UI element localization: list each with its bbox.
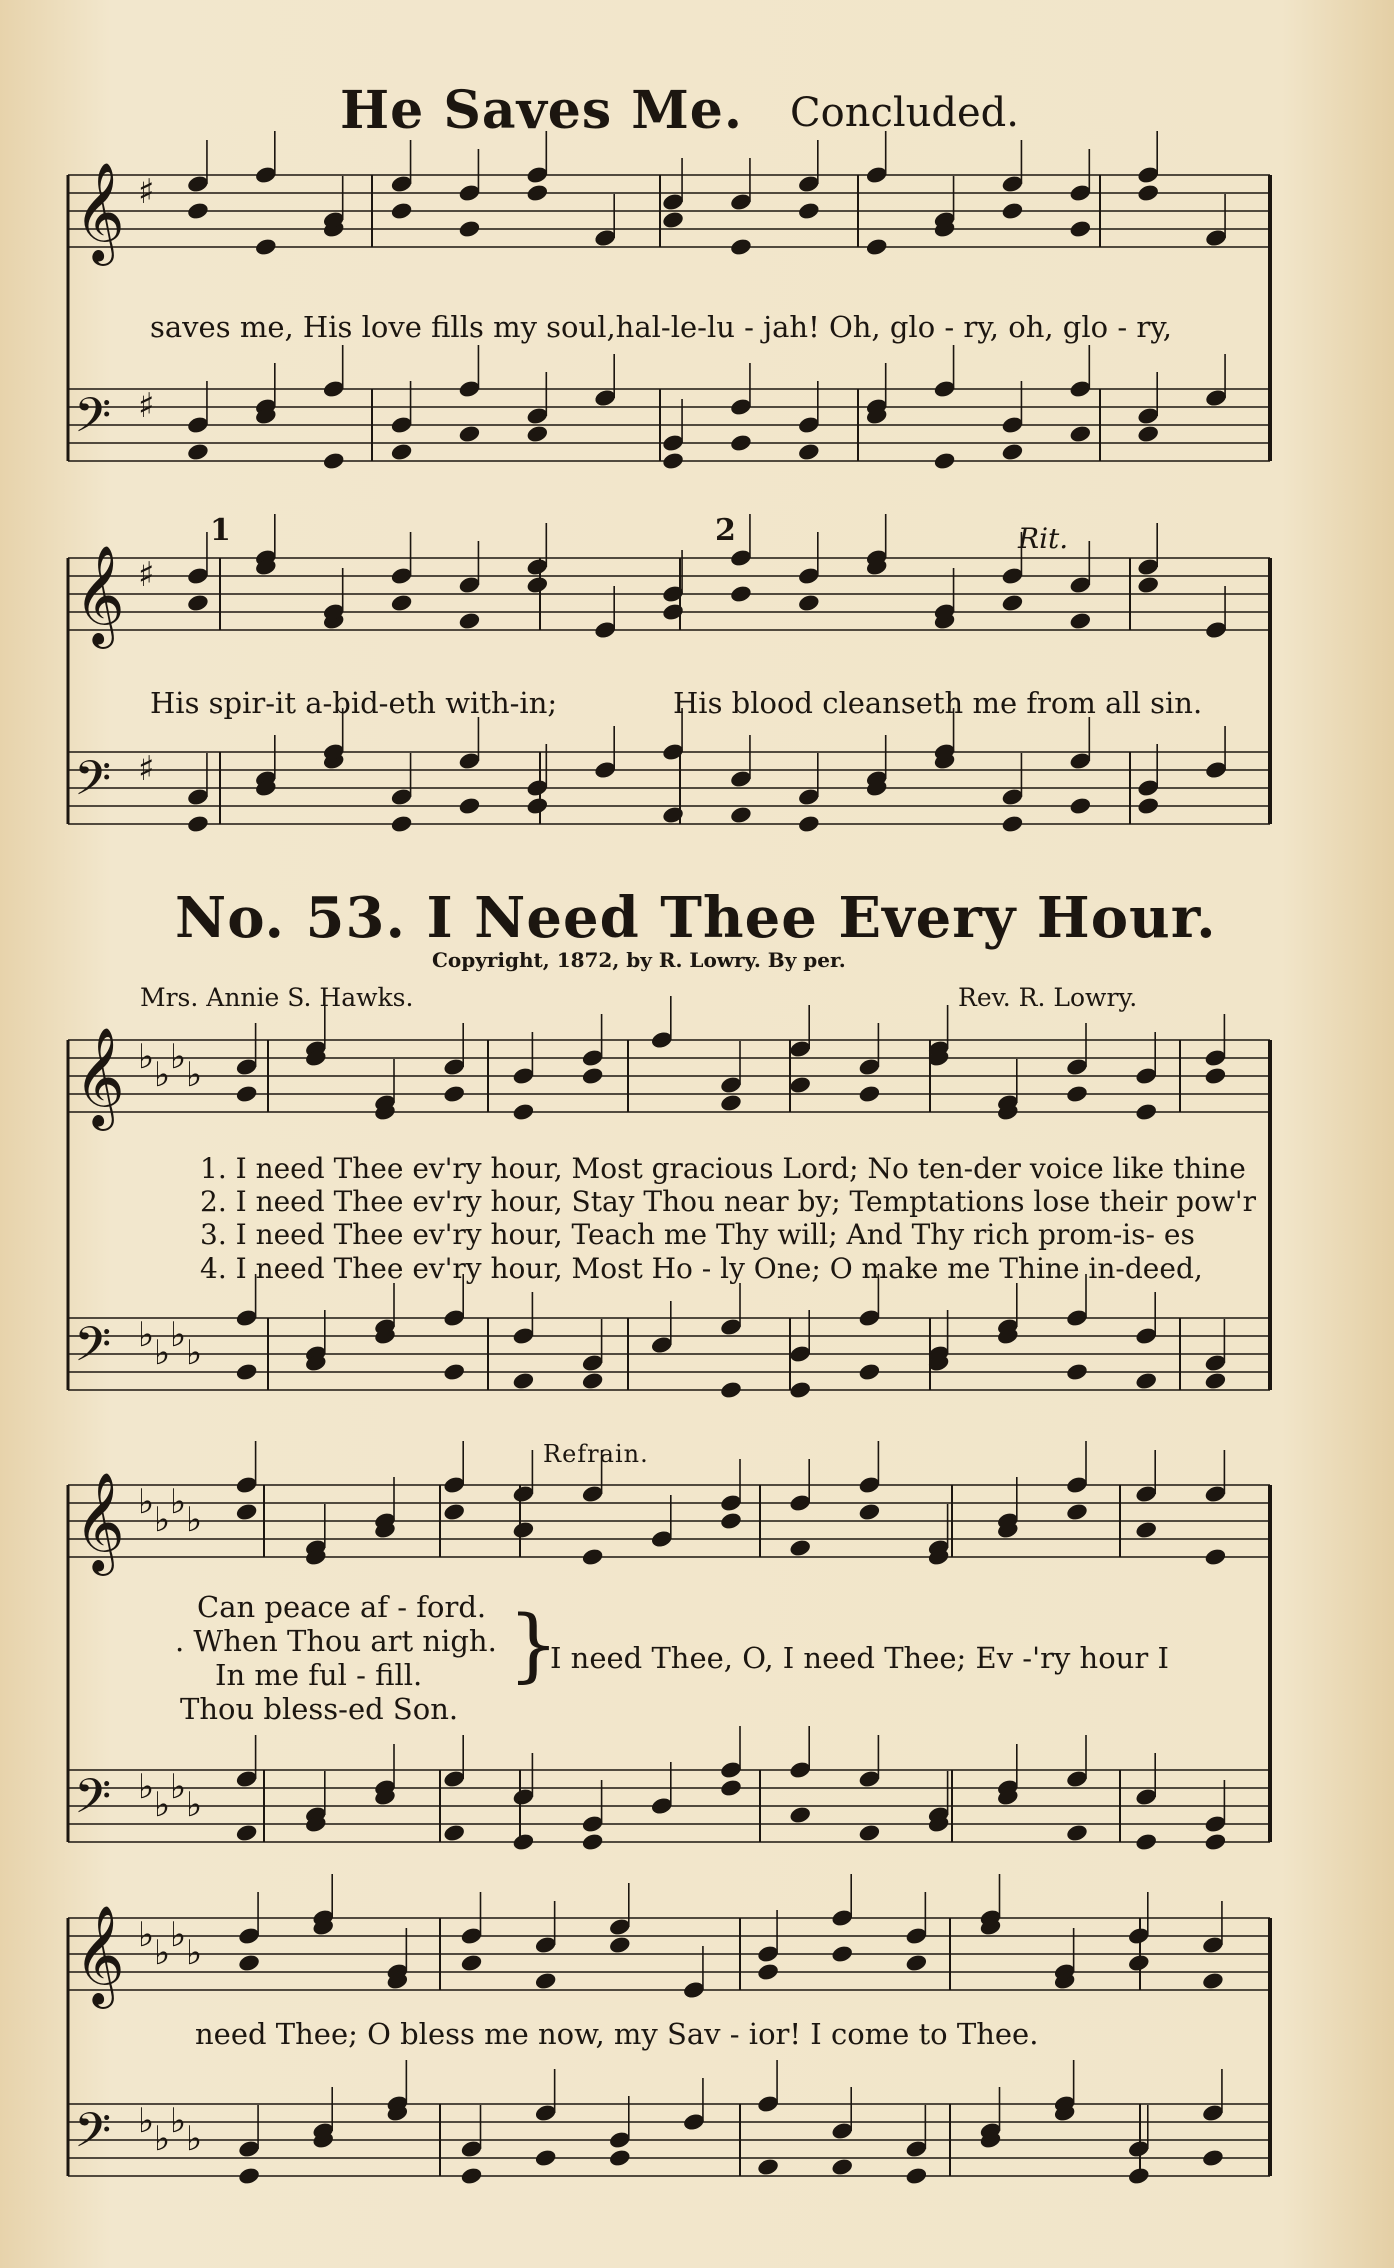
note-head — [830, 1944, 854, 1964]
note-head — [526, 183, 550, 203]
note-head — [608, 1935, 632, 1955]
refrain-lyrics: I need Thee, O, I need Thee; Ev -'ry hour I — [550, 1641, 1169, 1675]
note-head — [756, 1962, 780, 1982]
note-head — [390, 814, 414, 834]
note-head — [186, 442, 210, 462]
note-head — [322, 451, 346, 471]
verse-ending: . When Thou art nigh. — [175, 1624, 497, 1658]
key-signature: ♭ — [186, 1785, 203, 1825]
note-head — [905, 2166, 929, 2186]
note-head — [756, 2157, 780, 2177]
note-head — [1134, 1371, 1158, 1391]
clef: 𝄞 — [74, 1905, 125, 2005]
composer-credit: Rev. R. Lowry. — [958, 983, 1138, 1012]
note-head — [526, 424, 550, 444]
note-head — [186, 814, 210, 834]
note-head — [797, 814, 821, 834]
key-signature: ♭ — [170, 1037, 187, 1077]
note-head — [186, 201, 210, 221]
note-head — [719, 1511, 743, 1531]
note-head — [581, 1547, 605, 1567]
note-head — [235, 1084, 259, 1104]
key-signature: ♯ — [138, 749, 155, 789]
note-head — [661, 805, 685, 825]
note-head — [390, 593, 414, 613]
key-signature: ♭ — [138, 1037, 155, 1077]
note-head — [442, 1502, 466, 1522]
note-head — [830, 2157, 854, 2177]
note-head — [1069, 219, 1093, 239]
note-head — [237, 1953, 261, 1973]
note-head — [460, 1953, 484, 1973]
note-head — [1001, 593, 1025, 613]
note-head — [1204, 1832, 1228, 1852]
key-signature: ♭ — [138, 2101, 155, 2141]
note-head — [1201, 2148, 1225, 2168]
note-head — [1065, 1502, 1089, 1522]
note-head — [512, 1371, 536, 1391]
clef: 𝄢 — [74, 2102, 112, 2170]
note-head — [729, 805, 753, 825]
key-signature: ♭ — [154, 2119, 171, 2159]
note-head — [905, 1953, 929, 1973]
note-head — [788, 1075, 812, 1095]
key-signature: ♭ — [138, 1482, 155, 1522]
note-head — [719, 1380, 743, 1400]
note-head — [442, 1823, 466, 1843]
key-signature: ♭ — [170, 1915, 187, 1955]
verse-ending: Can peace af - ford. — [197, 1590, 487, 1624]
clef: 𝄢 — [74, 1768, 112, 1836]
note-head — [237, 2166, 261, 2186]
key-signature: ♭ — [154, 1500, 171, 1540]
note-head — [512, 1832, 536, 1852]
note-head — [788, 1538, 812, 1558]
note-head — [458, 424, 482, 444]
key-signature: ♭ — [154, 1333, 171, 1373]
note-head — [526, 796, 550, 816]
note-head — [1136, 424, 1160, 444]
second-ending-label: 2 — [715, 513, 736, 548]
note-head — [1065, 1823, 1089, 1843]
key-signature: ♭ — [154, 1785, 171, 1825]
note-head — [661, 451, 685, 471]
note-head — [1136, 183, 1160, 203]
note-head — [512, 1102, 536, 1122]
key-signature: ♭ — [138, 1767, 155, 1807]
verse-line: 1. I need Thee ev'ry hour, Most gracious Lord; No ten-der voice like thine — [200, 1152, 1246, 1185]
note-head — [719, 1778, 743, 1798]
note-head — [390, 201, 414, 221]
note-head — [581, 1832, 605, 1852]
note-head — [858, 1362, 882, 1382]
note-head — [1127, 2166, 1151, 2186]
note-head — [581, 1066, 605, 1086]
key-signature: ♭ — [138, 1315, 155, 1355]
note-head — [1204, 1547, 1228, 1567]
key-signature: ♭ — [170, 1315, 187, 1355]
note-head — [1069, 424, 1093, 444]
note-head — [1069, 611, 1093, 631]
note-head — [797, 201, 821, 221]
note-head — [460, 2166, 484, 2186]
note-head — [719, 1093, 743, 1113]
note-head — [235, 1502, 259, 1522]
lyrics-line: His blood cleanseth me from all sin. — [673, 686, 1203, 720]
clef: 𝄢 — [74, 1316, 112, 1384]
note-head — [581, 1371, 605, 1391]
key-signature: ♭ — [186, 1333, 203, 1373]
note-head — [512, 1520, 536, 1540]
key-signature: ♭ — [186, 2119, 203, 2159]
song-subtitle: Concluded. — [790, 90, 1020, 136]
key-signature: ♭ — [154, 1055, 171, 1095]
hymn-number-title: No. 53. I Need Thee Every Hour. — [175, 885, 1217, 951]
note-head — [1136, 796, 1160, 816]
note-head — [1134, 1102, 1158, 1122]
note-head — [729, 584, 753, 604]
note-head — [858, 1502, 882, 1522]
lyrics-line: His spir-it a-bid-eth with-in; — [150, 686, 558, 720]
note-head — [442, 1362, 466, 1382]
note-head — [1065, 1084, 1089, 1104]
key-signature: ♭ — [186, 1500, 203, 1540]
key-signature: ♭ — [186, 1055, 203, 1095]
verse-ending: Thou bless-ed Son. — [180, 1692, 459, 1726]
note-head — [458, 219, 482, 239]
key-signature: ♭ — [170, 2101, 187, 2141]
note-head — [797, 442, 821, 462]
note-head — [1134, 1832, 1158, 1852]
song-title: He Saves Me. — [340, 80, 743, 141]
note-head — [1065, 1362, 1089, 1382]
note-head — [458, 611, 482, 631]
note-head — [1001, 814, 1025, 834]
note-head — [729, 237, 753, 257]
note-head — [534, 2148, 558, 2168]
first-ending-label: 1 — [210, 513, 231, 548]
note-head — [1069, 796, 1093, 816]
note-head — [1134, 1520, 1158, 1540]
note-head — [788, 1805, 812, 1825]
verse-ending: In me ful - fill. — [215, 1658, 423, 1692]
note-head — [661, 210, 685, 230]
key-signature: ♭ — [170, 1482, 187, 1522]
note-head — [1001, 442, 1025, 462]
note-head — [534, 1971, 558, 1991]
note-head — [608, 2148, 632, 2168]
note-head — [797, 593, 821, 613]
note-head — [235, 1823, 259, 1843]
clef: 𝄞 — [74, 162, 125, 262]
key-signature: ♭ — [154, 1933, 171, 1973]
note-head — [526, 575, 550, 595]
note-head — [788, 1380, 812, 1400]
note-head — [865, 237, 889, 257]
copyright-notice: Copyright, 1872, by R. Lowry. By per. — [432, 948, 846, 972]
note-head — [1136, 575, 1160, 595]
key-signature: ♭ — [186, 1933, 203, 1973]
verse-line: 4. I need Thee ev'ry hour, Most Ho - ly One; O make me Thine in-deed, — [200, 1252, 1203, 1285]
note-head — [933, 451, 957, 471]
key-signature: ♭ — [138, 1915, 155, 1955]
note-head — [858, 1823, 882, 1843]
note-head — [1127, 1953, 1151, 1973]
clef: 𝄢 — [74, 387, 112, 455]
ritardando-mark: Rit. — [1018, 522, 1069, 555]
note-head — [1201, 1971, 1225, 1991]
note-head — [1204, 1066, 1228, 1086]
note-head — [235, 1362, 259, 1382]
clef: 𝄞 — [74, 1472, 125, 1572]
note-head — [729, 433, 753, 453]
clef: 𝄢 — [74, 750, 112, 818]
key-signature: ♯ — [138, 555, 155, 595]
note-head — [254, 237, 278, 257]
refrain-lyrics: need Thee; O bless me now, my Sav - ior! I come to Thee. — [195, 2017, 1039, 2051]
clef: 𝄞 — [74, 545, 125, 645]
note-head — [1001, 201, 1025, 221]
key-signature: ♯ — [138, 386, 155, 426]
note-head — [661, 602, 685, 622]
key-signature: ♭ — [170, 1767, 187, 1807]
verse-line: 3. I need Thee ev'ry hour, Teach me Thy will; And Thy rich prom-is- es — [200, 1218, 1195, 1251]
note-head — [1204, 1371, 1228, 1391]
key-signature: ♯ — [138, 172, 155, 212]
clef: 𝄞 — [74, 1027, 125, 1127]
verse-line: 2. I need Thee ev'ry hour, Stay Thou near by; Temptations lose their pow'r — [200, 1185, 1256, 1218]
note-head — [390, 442, 414, 462]
lyricist-credit: Mrs. Annie S. Hawks. — [140, 983, 414, 1012]
note-head — [458, 796, 482, 816]
note-head — [186, 593, 210, 613]
note-head — [858, 1084, 882, 1104]
lyrics-line: saves me, His love fills my soul,hal-le-lu - jah! Oh, glo - ry, oh, glo - ry, — [150, 310, 1172, 344]
refrain-label: Refrain. — [543, 1440, 649, 1468]
note-head — [442, 1084, 466, 1104]
verse-brace: } — [508, 1598, 559, 1691]
